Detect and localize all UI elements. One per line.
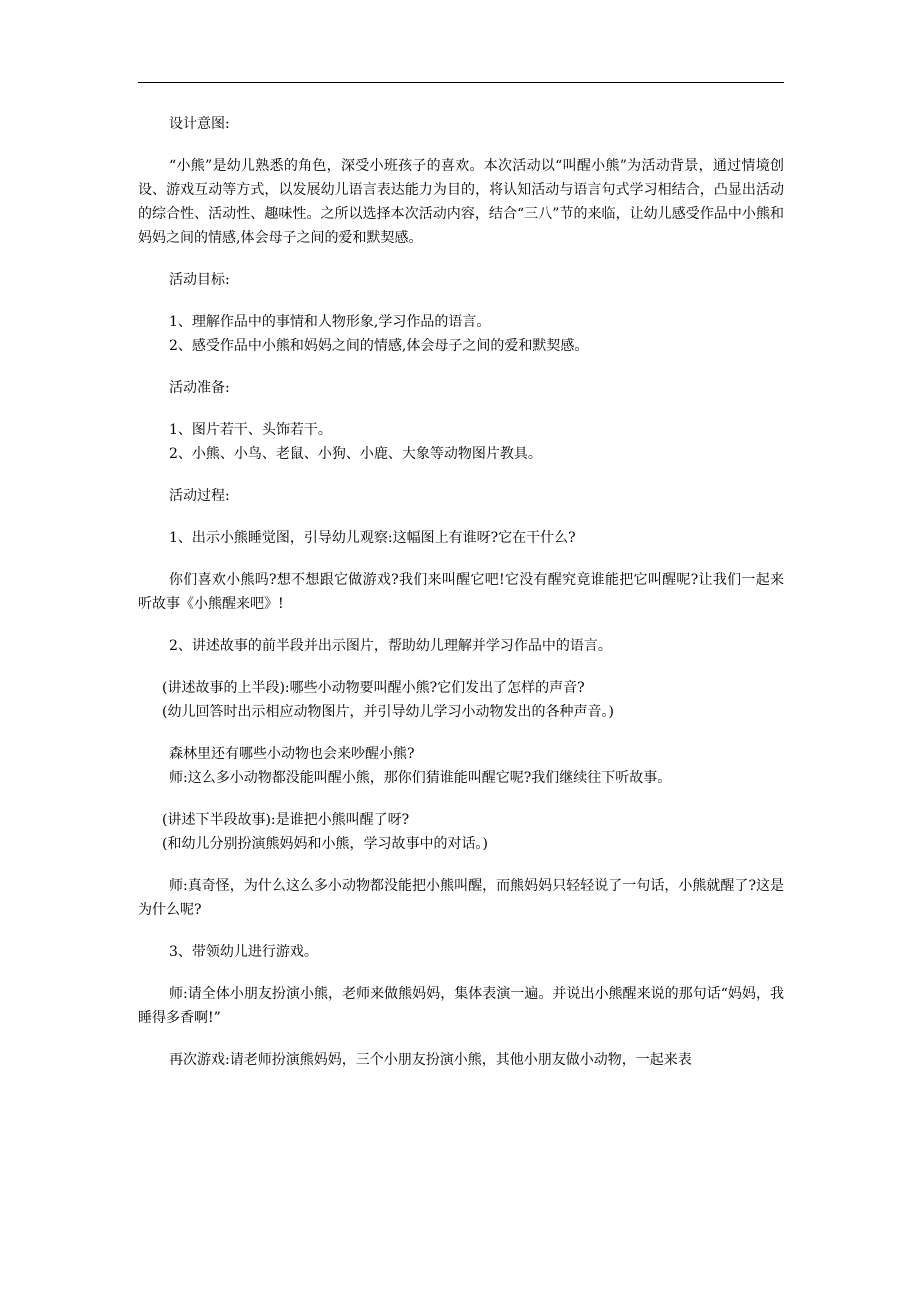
intent-paragraph: “小熊”是幼儿熟悉的角色，深受小班孩子的喜欢。本次活动以“叫醒小熊”为活动背景，通过情境创设、游戏互动等方式，以发展幼儿语言表达能力为目的，将认知活动与语言句式学习相结合，凸显出活动的综合性、活动性、趣味性。之所以选择本次活动内容，结合“三八”节的来临，让幼儿感受作品中小熊和妈妈之间的情感,体会母子之间的爱和默契感。 xyxy=(138,158,784,246)
again-game: 再次游戏:请老师扮演熊妈妈，三个小朋友扮演小熊，其他小朋友做小动物，一起来表 xyxy=(169,1052,692,1068)
teacher-question-2: 师:真奇怪，为什么这么多小动物都没能把小熊叫醒，而熊妈妈只轻轻说了一句话，小熊就醒了?这是为什么呢? xyxy=(138,878,784,918)
forest-question: 森林里还有哪些小动物也会来吵醒小熊? xyxy=(169,746,415,762)
second-half-note: (讲述下半段故事):是谁把小熊叫醒了呀? xyxy=(162,812,410,828)
goal-item: 2、感受作品中小熊和妈妈之间的情感,体会母子之间的爱和默契感。 xyxy=(169,338,589,354)
intent-heading: 设计意图: xyxy=(169,116,230,132)
step-2-note: (幼儿回答时出示相应动物图片，并引导幼儿学习小动物发出的各种声音。) xyxy=(162,704,614,720)
document-body xyxy=(138,112,784,1072)
teacher-game: 师:请全体小朋友扮演小熊，老师来做熊妈妈，集体表演一遍。并说出小熊醒来说的那句话“妈妈，我睡得多香啊!” xyxy=(138,986,784,1026)
prep-heading: 活动准备: xyxy=(169,380,230,396)
header-rule xyxy=(138,82,784,83)
second-half-note: (和幼儿分别扮演熊妈妈和小熊，学习故事中的对话。) xyxy=(162,836,488,852)
teacher-question-1: 师:这么多小动物都没能叫醒小熊，那你们猜谁能叫醒它呢?我们继续往下听故事。 xyxy=(169,770,672,786)
step-2-note: (讲述故事的上半段):哪些小动物要叫醒小熊?它们发出了怎样的声音? xyxy=(162,680,585,696)
process-step-1-followup: 你们喜欢小熊吗?想不想跟它做游戏?我们来叫醒它吧!它没有醒究竟谁能把它叫醒呢?让我们一起来听故事《小熊醒来吧》! xyxy=(138,572,784,612)
goal-item: 1、理解作品中的事情和人物形象,学习作品的语言。 xyxy=(169,314,491,330)
process-step-2: 2、讲述故事的前半段并出示图片，帮助幼儿理解并学习作品中的语言。 xyxy=(169,638,612,654)
prep-item: 2、小熊、小鸟、老鼠、小狗、小鹿、大象等动物图片教具。 xyxy=(169,446,542,462)
goals-heading: 活动目标: xyxy=(169,272,230,288)
prep-item: 1、图片若干、头饰若干。 xyxy=(169,422,332,438)
process-heading: 活动过程: xyxy=(169,488,230,504)
process-step-1: 1、出示小熊睡觉图，引导幼儿观察:这幅图上有谁呀?它在干什么? xyxy=(169,530,576,546)
process-step-3: 3、带领幼儿进行游戏。 xyxy=(169,944,318,960)
